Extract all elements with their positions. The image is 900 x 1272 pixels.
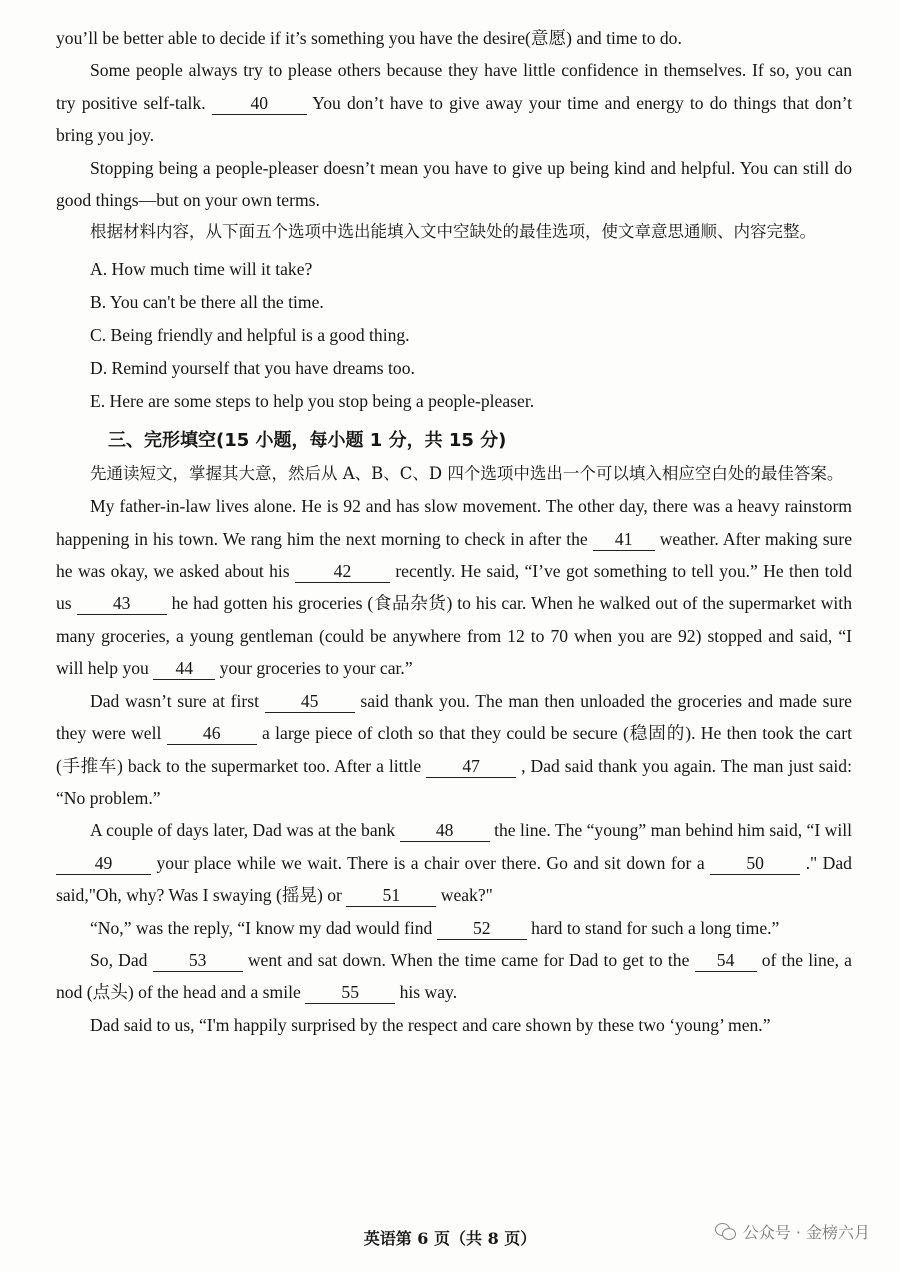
cloze-paragraph-4: “No,” was the reply, “I know my dad would find 52 hard to stand for such a long time.” [90,917,780,938]
option-list [56,253,852,418]
blank-44: 44 [153,657,215,680]
cloze-paragraph-2: Dad wasn’t sure at first 45 said thank you. The man then unloaded the groceries and made sure they were well 46 a large piece of cloth so that they could be secure (稳固的). He then took the cart (手推车) back to the supermarket too. After a little 47 , Dad said thank you again. The man just said: “No problem.” [56,690,852,808]
cloze-paragraph-1: My father-in-law lives alone. He is 92 and has slow movement. The other day, there was a heavy rainstorm happening in his town. We rang him the next morning to check in after the 41 weather. After making sure he was okay, we asked about his 42 recently. He said, “I’ve got something to tell you.” He then told us 43 he had gotten his groceries (食品杂货) to his car. When he walked out of the supermarket with many groceries, a young gentleman (could be anywhere from 12 to 70 when you are 92) stopped and said, “I will help you 44 your groceries to your car.” [56,496,853,679]
blank-50: 50 [710,852,800,875]
option-a: A. How much time will it take? [90,258,313,279]
blank-40: 40 [212,92,307,115]
blank-45: 45 [265,690,355,713]
option-b: B. You can't be there all the time. [90,291,324,312]
wechat-icon [715,1223,737,1241]
passage-paragraph-2: Some people always try to please others because they have little confidence in themselves. If so, you can try positive self-talk. 40 You don’t have to give away your time and energy to do things that don’t bring you joy. [56,60,852,146]
option-d: D. Remind yourself that you have dreams too. [90,357,415,378]
blank-54: 54 [695,949,757,972]
blank-46: 46 [167,722,257,745]
blank-53: 53 [153,949,243,972]
cloze-paragraph-5: So, Dad 53 went and sat down. When the time came for Dad to get to the 54 of the line, a nod (点头) of the head and a smile 55 his way. [56,949,852,1003]
blank-48: 48 [400,819,490,842]
blank-52: 52 [437,917,527,940]
section-title-cloze: 三、完形填空(15 小题，每小题 1 分，共 15 分) [108,429,507,451]
option-e: E. Here are some steps to help you stop being a people-pleaser. [90,390,535,411]
page-footer: 英语第 6 页（共 8 页） [363,1229,537,1248]
cloze-paragraph-3: A couple of days later, Dad was at the bank 48 the line. The “young” man behind him said, “I will 49 your place while we wait. There is a chair over there. Go and sit down for a 50 ." Dad said,"Oh, why? Was I swaying (摇晃) or 51 weak?" [56,820,852,906]
blank-41: 41 [593,528,655,551]
exam-page [56,22,852,1041]
blank-43: 43 [77,592,167,615]
passage-paragraph-1: you’ll be better able to decide if it’s something you have the desire(意愿) and time to do. [56,28,682,48]
option-c: C. Being friendly and helpful is a good thing. [90,324,410,345]
task-instruction-reading: 根据材料内容，从下面五个选项中选出能填入文中空缺处的最佳选项，使文章意思通顺、内容完整。 [90,222,816,242]
watermark: 公众号 · 金榜六月 [715,1220,870,1243]
blank-49: 49 [56,852,151,875]
passage-paragraph-3: Stopping being a people-pleaser doesn’t mean you have to give up being kind and helpful. You can still do good things—but on your own terms. [56,157,852,211]
blank-47: 47 [426,755,516,778]
blank-55: 55 [305,981,395,1004]
blank-42: 42 [295,560,390,583]
cloze-paragraph-6: Dad said to us, “I'm happily surprised by the respect and care shown by these two ‘young’ men.” [90,1014,771,1035]
blank-51: 51 [346,884,436,907]
task-instruction-cloze: 先通读短文，掌握其大意，然后从 A、B、C、D 四个选项中选出一个可以填入相应空白处的最佳答案。 [90,463,844,483]
